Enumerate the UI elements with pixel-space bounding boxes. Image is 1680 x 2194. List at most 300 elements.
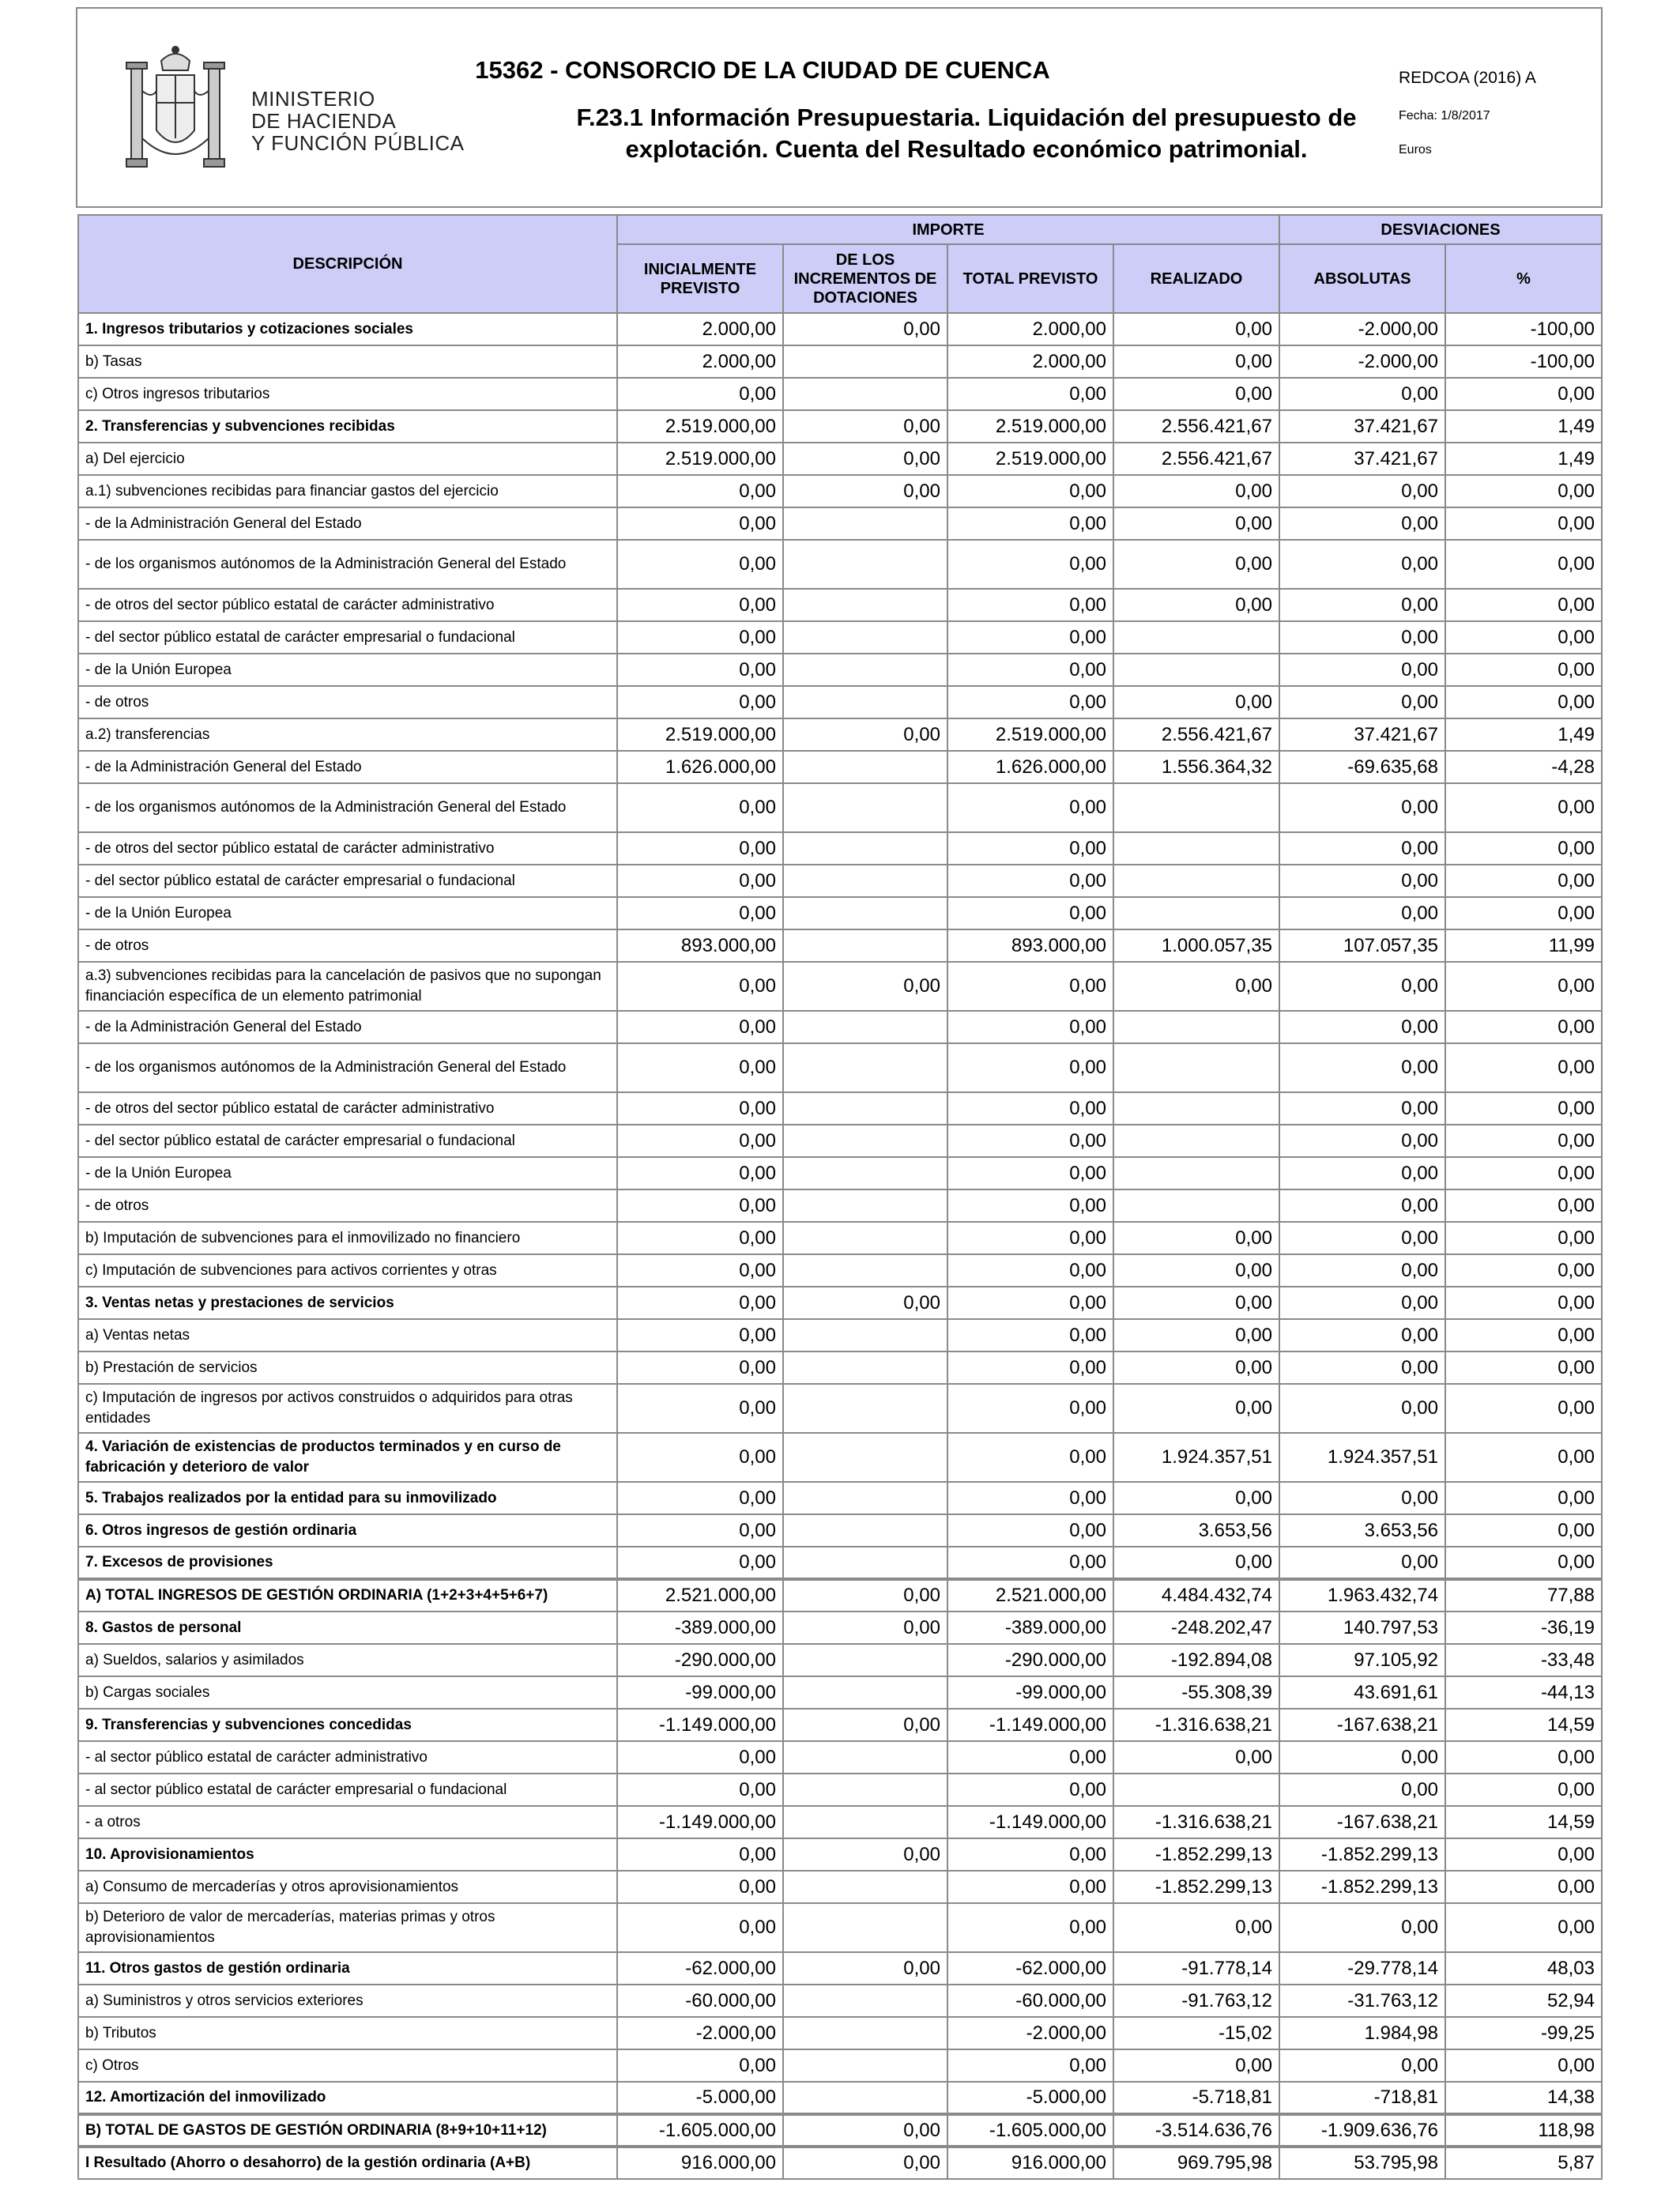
cell-absolutas: 53.795,98 bbox=[1279, 2147, 1445, 2179]
cell-realizado bbox=[1113, 621, 1279, 654]
cell-realizado bbox=[1113, 1774, 1279, 1806]
table-row bbox=[78, 1433, 1602, 1482]
table-row bbox=[78, 1514, 1602, 1547]
table-row bbox=[78, 1774, 1602, 1806]
cell-inicial: 0,00 bbox=[617, 1287, 783, 1319]
cell-pct: 5,87 bbox=[1445, 2147, 1602, 2179]
cell-realizado: 1.000.057,35 bbox=[1113, 929, 1279, 962]
cell-inicial: -99.000,00 bbox=[617, 1676, 783, 1709]
cell-absolutas: -1.852.299,13 bbox=[1279, 1838, 1445, 1871]
cell-description: - de la Unión Europea bbox=[78, 654, 617, 686]
cell-incrementos bbox=[783, 1514, 947, 1547]
cell-realizado: -91.763,12 bbox=[1113, 1985, 1279, 2017]
cell-pct: 0,00 bbox=[1445, 621, 1602, 654]
cell-realizado: 0,00 bbox=[1113, 1319, 1279, 1351]
cell-realizado: 0,00 bbox=[1113, 1384, 1279, 1433]
cell-inicial: -1.149.000,00 bbox=[617, 1806, 783, 1838]
cell-description: a) Suministros y otros servicios exteriores bbox=[78, 1985, 617, 2017]
cell-incrementos bbox=[783, 621, 947, 654]
cell-pct: 0,00 bbox=[1445, 783, 1602, 832]
cell-absolutas: -1.852.299,13 bbox=[1279, 1871, 1445, 1903]
cell-description: - de la Administración General del Estado bbox=[78, 751, 617, 783]
table-row bbox=[78, 1092, 1602, 1125]
cell-incrementos: 0,00 bbox=[783, 718, 947, 751]
cell-pct: 14,38 bbox=[1445, 2082, 1602, 2114]
cell-realizado: 0,00 bbox=[1113, 540, 1279, 589]
cell-inicial: 0,00 bbox=[617, 1482, 783, 1514]
cell-description: a) Sueldos, salarios y asimilados bbox=[78, 1644, 617, 1676]
cell-incrementos bbox=[783, 1189, 947, 1222]
table-row bbox=[78, 718, 1602, 751]
cell-inicial: -1.605.000,00 bbox=[617, 2114, 783, 2147]
cell-total: 0,00 bbox=[947, 783, 1113, 832]
cell-realizado: 0,00 bbox=[1113, 507, 1279, 540]
cell-realizado: 0,00 bbox=[1113, 1351, 1279, 1384]
cell-pct: 1,49 bbox=[1445, 443, 1602, 475]
report-code: REDCOA (2016) A bbox=[1399, 69, 1536, 87]
cell-absolutas: 0,00 bbox=[1279, 378, 1445, 410]
cell-inicial: 0,00 bbox=[617, 654, 783, 686]
cell-incrementos bbox=[783, 1806, 947, 1838]
cell-incrementos bbox=[783, 929, 947, 962]
table-row bbox=[78, 378, 1602, 410]
cell-total: -99.000,00 bbox=[947, 1676, 1113, 1709]
table-row bbox=[78, 2017, 1602, 2049]
cell-absolutas: 107.057,35 bbox=[1279, 929, 1445, 962]
cell-total: 0,00 bbox=[947, 832, 1113, 865]
cell-description: - de la Unión Europea bbox=[78, 897, 617, 929]
cell-absolutas: 37.421,67 bbox=[1279, 443, 1445, 475]
cell-incrementos bbox=[783, 1985, 947, 2017]
cell-pct: -99,25 bbox=[1445, 2017, 1602, 2049]
cell-pct: 0,00 bbox=[1445, 1351, 1602, 1384]
cell-inicial: 0,00 bbox=[617, 378, 783, 410]
cell-incrementos bbox=[783, 1871, 947, 1903]
cell-realizado: 0,00 bbox=[1113, 1547, 1279, 1579]
table-row bbox=[78, 1222, 1602, 1254]
cell-description: - de los organismos autónomos de la Administración General del Estado bbox=[78, 1043, 617, 1092]
cell-pct: 0,00 bbox=[1445, 865, 1602, 897]
table-row bbox=[78, 1985, 1602, 2017]
cell-description: 7. Excesos de provisiones bbox=[78, 1547, 617, 1579]
report-date: Fecha: 1/8/2017 bbox=[1399, 109, 1490, 123]
cell-total: 2.519.000,00 bbox=[947, 718, 1113, 751]
cell-absolutas: 0,00 bbox=[1279, 1384, 1445, 1433]
cell-description: 11. Otros gastos de gestión ordinaria bbox=[78, 1952, 617, 1985]
table-row bbox=[78, 1709, 1602, 1741]
cell-description: 12. Amortización del inmovilizado bbox=[78, 2082, 617, 2114]
cell-inicial: -62.000,00 bbox=[617, 1952, 783, 1985]
cell-absolutas: 0,00 bbox=[1279, 832, 1445, 865]
cell-absolutas: 0,00 bbox=[1279, 1222, 1445, 1254]
cell-absolutas: -2.000,00 bbox=[1279, 345, 1445, 378]
cell-pct: 0,00 bbox=[1445, 1254, 1602, 1287]
cell-realizado: -192.894,08 bbox=[1113, 1644, 1279, 1676]
cell-absolutas: -29.778,14 bbox=[1279, 1952, 1445, 1985]
cell-inicial: 0,00 bbox=[617, 1092, 783, 1125]
cell-incrementos bbox=[783, 1092, 947, 1125]
cell-absolutas: 0,00 bbox=[1279, 1547, 1445, 1579]
cell-pct: 0,00 bbox=[1445, 1319, 1602, 1351]
cell-incrementos bbox=[783, 1254, 947, 1287]
cell-total: 0,00 bbox=[947, 1189, 1113, 1222]
cell-pct: 118,98 bbox=[1445, 2114, 1602, 2147]
cell-absolutas: 0,00 bbox=[1279, 1482, 1445, 1514]
cell-inicial: 1.626.000,00 bbox=[617, 751, 783, 783]
table-row bbox=[78, 1043, 1602, 1092]
cell-realizado: 2.556.421,67 bbox=[1113, 718, 1279, 751]
cell-total: 0,00 bbox=[947, 621, 1113, 654]
cell-description: c) Otros ingresos tributarios bbox=[78, 378, 617, 410]
cell-realizado bbox=[1113, 1189, 1279, 1222]
cell-realizado: 0,00 bbox=[1113, 589, 1279, 621]
cell-total: 0,00 bbox=[947, 1871, 1113, 1903]
table-row bbox=[78, 751, 1602, 783]
cell-realizado: -5.718,81 bbox=[1113, 2082, 1279, 2114]
cell-description: 5. Trabajos realizados por la entidad para su inmovilizado bbox=[78, 1482, 617, 1514]
cell-description: b) Deterioro de valor de mercaderías, materias primas y otros aprovisionamientos bbox=[78, 1903, 617, 1952]
cell-inicial: 916.000,00 bbox=[617, 2147, 783, 2179]
cell-incrementos bbox=[783, 686, 947, 718]
ministry-line: MINISTERIO bbox=[251, 87, 375, 111]
cell-total: 0,00 bbox=[947, 1351, 1113, 1384]
table-row bbox=[78, 2082, 1602, 2114]
table-row bbox=[78, 2049, 1602, 2082]
table-row bbox=[78, 410, 1602, 443]
table-row bbox=[78, 962, 1602, 1011]
cell-incrementos bbox=[783, 1384, 947, 1433]
cell-description: b) Cargas sociales bbox=[78, 1676, 617, 1709]
cell-realizado: 0,00 bbox=[1113, 1482, 1279, 1514]
cell-incrementos bbox=[783, 2049, 947, 2082]
cell-pct: 0,00 bbox=[1445, 2049, 1602, 2082]
cell-absolutas: 0,00 bbox=[1279, 1254, 1445, 1287]
table-row bbox=[78, 345, 1602, 378]
cell-pct: 0,00 bbox=[1445, 686, 1602, 718]
cell-total: 0,00 bbox=[947, 507, 1113, 540]
cell-pct: 0,00 bbox=[1445, 589, 1602, 621]
cell-total: 0,00 bbox=[947, 1433, 1113, 1482]
cell-incrementos bbox=[783, 1351, 947, 1384]
cell-realizado: 1.556.364,32 bbox=[1113, 751, 1279, 783]
cell-absolutas: 0,00 bbox=[1279, 686, 1445, 718]
cell-absolutas: 140.797,53 bbox=[1279, 1612, 1445, 1644]
report-subtitle: F.23.1 Información Presupuestaria. Liquidación del presupuesto de explotación. Cuenta del Resultado económico patrimonial. bbox=[576, 104, 1357, 163]
table-row bbox=[78, 1287, 1602, 1319]
table-row bbox=[78, 1157, 1602, 1189]
cell-description: - de la Administración General del Estado bbox=[78, 507, 617, 540]
cell-realizado: -91.778,14 bbox=[1113, 1952, 1279, 1985]
cell-total: 0,00 bbox=[947, 1092, 1113, 1125]
cell-inicial: 0,00 bbox=[617, 1043, 783, 1092]
cell-total: 0,00 bbox=[947, 1514, 1113, 1547]
cell-incrementos: 0,00 bbox=[783, 410, 947, 443]
table-row bbox=[78, 686, 1602, 718]
cell-absolutas: 0,00 bbox=[1279, 783, 1445, 832]
cell-description: - del sector público estatal de carácter empresarial o fundacional bbox=[78, 621, 617, 654]
cell-description: c) Otros bbox=[78, 2049, 617, 2082]
cell-realizado: 0,00 bbox=[1113, 1741, 1279, 1774]
col-header-absolutas: ABSOLUTAS bbox=[1279, 244, 1445, 313]
cell-description: - de la Administración General del Estado bbox=[78, 1011, 617, 1043]
cell-incrementos bbox=[783, 751, 947, 783]
cell-description: a.2) transferencias bbox=[78, 718, 617, 751]
cell-realizado: 0,00 bbox=[1113, 2049, 1279, 2082]
cell-pct: 0,00 bbox=[1445, 897, 1602, 929]
cell-realizado: 3.653,56 bbox=[1113, 1514, 1279, 1547]
cell-description: 1. Ingresos tributarios y cotizaciones sociales bbox=[78, 313, 617, 345]
cell-incrementos bbox=[783, 540, 947, 589]
cell-incrementos: 0,00 bbox=[783, 962, 947, 1011]
cell-total: -1.605.000,00 bbox=[947, 2114, 1113, 2147]
cell-total: 0,00 bbox=[947, 1011, 1113, 1043]
cell-description: - del sector público estatal de carácter empresarial o fundacional bbox=[78, 865, 617, 897]
cell-total: -290.000,00 bbox=[947, 1644, 1113, 1676]
cell-incrementos: 0,00 bbox=[783, 1952, 947, 1985]
cell-pct: 0,00 bbox=[1445, 1871, 1602, 1903]
cell-pct: -33,48 bbox=[1445, 1644, 1602, 1676]
cell-pct: 14,59 bbox=[1445, 1709, 1602, 1741]
cell-total: 0,00 bbox=[947, 897, 1113, 929]
cell-realizado bbox=[1113, 1157, 1279, 1189]
cell-total: 0,00 bbox=[947, 1157, 1113, 1189]
cell-pct: 0,00 bbox=[1445, 1157, 1602, 1189]
cell-realizado: 0,00 bbox=[1113, 313, 1279, 345]
cell-absolutas: 0,00 bbox=[1279, 897, 1445, 929]
cell-pct: 0,00 bbox=[1445, 1774, 1602, 1806]
cell-pct: 0,00 bbox=[1445, 1514, 1602, 1547]
cell-inicial: 2.519.000,00 bbox=[617, 410, 783, 443]
cell-absolutas: 0,00 bbox=[1279, 2049, 1445, 2082]
cell-total: 0,00 bbox=[947, 1482, 1113, 1514]
table-row bbox=[78, 443, 1602, 475]
cell-incrementos bbox=[783, 589, 947, 621]
cell-absolutas: 0,00 bbox=[1279, 654, 1445, 686]
cell-total: 0,00 bbox=[947, 1254, 1113, 1287]
table-row bbox=[78, 507, 1602, 540]
cell-description: 10. Aprovisionamientos bbox=[78, 1838, 617, 1871]
table-row bbox=[78, 1482, 1602, 1514]
cell-pct: 0,00 bbox=[1445, 1092, 1602, 1125]
table-row bbox=[78, 865, 1602, 897]
cell-inicial: 893.000,00 bbox=[617, 929, 783, 962]
cell-realizado: 1.924.357,51 bbox=[1113, 1433, 1279, 1482]
cell-incrementos bbox=[783, 783, 947, 832]
cell-total: 0,00 bbox=[947, 589, 1113, 621]
ministry-line: DE HACIENDA bbox=[251, 109, 397, 133]
cell-description: - a otros bbox=[78, 1806, 617, 1838]
cell-absolutas: 1.984,98 bbox=[1279, 2017, 1445, 2049]
cell-pct: 0,00 bbox=[1445, 507, 1602, 540]
cell-total: 0,00 bbox=[947, 654, 1113, 686]
cell-total: 2.000,00 bbox=[947, 313, 1113, 345]
table-row bbox=[78, 1644, 1602, 1676]
cell-inicial: 0,00 bbox=[617, 475, 783, 507]
cell-absolutas: -1.909.636,76 bbox=[1279, 2114, 1445, 2147]
cell-incrementos: 0,00 bbox=[783, 1579, 947, 1612]
cell-absolutas: 0,00 bbox=[1279, 507, 1445, 540]
cell-inicial: -389.000,00 bbox=[617, 1612, 783, 1644]
cell-absolutas: 0,00 bbox=[1279, 1351, 1445, 1384]
cell-pct: 0,00 bbox=[1445, 1384, 1602, 1433]
cell-absolutas: 0,00 bbox=[1279, 1125, 1445, 1157]
cell-total: -2.000,00 bbox=[947, 2017, 1113, 2049]
cell-realizado: 4.484.432,74 bbox=[1113, 1579, 1279, 1612]
cell-incrementos bbox=[783, 2017, 947, 2049]
cell-realizado: 969.795,98 bbox=[1113, 2147, 1279, 2179]
cell-description: b) Tasas bbox=[78, 345, 617, 378]
cell-absolutas: 0,00 bbox=[1279, 1903, 1445, 1952]
cell-absolutas: 37.421,67 bbox=[1279, 718, 1445, 751]
cell-incrementos bbox=[783, 345, 947, 378]
cell-inicial: 0,00 bbox=[617, 621, 783, 654]
cell-inicial: 0,00 bbox=[617, 1011, 783, 1043]
cell-total: 0,00 bbox=[947, 1384, 1113, 1433]
cell-absolutas: 0,00 bbox=[1279, 1157, 1445, 1189]
cell-realizado bbox=[1113, 1125, 1279, 1157]
cell-pct: 0,00 bbox=[1445, 378, 1602, 410]
cell-incrementos bbox=[783, 654, 947, 686]
cell-inicial: 0,00 bbox=[617, 507, 783, 540]
cell-absolutas: -167.638,21 bbox=[1279, 1709, 1445, 1741]
cell-absolutas: 3.653,56 bbox=[1279, 1514, 1445, 1547]
cell-incrementos bbox=[783, 1482, 947, 1514]
cell-description: 2. Transferencias y subvenciones recibidas bbox=[78, 410, 617, 443]
cell-absolutas: 0,00 bbox=[1279, 1189, 1445, 1222]
table-row bbox=[78, 1741, 1602, 1774]
cell-inicial: 0,00 bbox=[617, 589, 783, 621]
cell-inicial: 0,00 bbox=[617, 1774, 783, 1806]
cell-inicial: 0,00 bbox=[617, 1125, 783, 1157]
cell-pct: -44,13 bbox=[1445, 1676, 1602, 1709]
cell-inicial: 0,00 bbox=[617, 686, 783, 718]
cell-realizado: -3.514.636,76 bbox=[1113, 2114, 1279, 2147]
cell-incrementos bbox=[783, 897, 947, 929]
cell-realizado bbox=[1113, 865, 1279, 897]
cell-inicial: -2.000,00 bbox=[617, 2017, 783, 2049]
cell-description: B) TOTAL DE GASTOS DE GESTIÓN ORDINARIA (8+9+10+11+12) bbox=[78, 2114, 617, 2147]
cell-inicial: 0,00 bbox=[617, 783, 783, 832]
cell-incrementos bbox=[783, 1125, 947, 1157]
cell-incrementos bbox=[783, 1011, 947, 1043]
cell-description: c) Imputación de ingresos por activos construidos o adquiridos para otras entidades bbox=[78, 1384, 617, 1433]
cell-absolutas: 0,00 bbox=[1279, 865, 1445, 897]
table-row bbox=[78, 1838, 1602, 1871]
cell-description: - de otros del sector público estatal de carácter administrativo bbox=[78, 589, 617, 621]
cell-incrementos: 0,00 bbox=[783, 313, 947, 345]
cell-total: 0,00 bbox=[947, 1222, 1113, 1254]
col-header-total: TOTAL PREVISTO bbox=[947, 244, 1113, 313]
cell-absolutas: 0,00 bbox=[1279, 1287, 1445, 1319]
cell-realizado bbox=[1113, 783, 1279, 832]
cell-inicial: 0,00 bbox=[617, 1384, 783, 1433]
cell-inicial: 0,00 bbox=[617, 1547, 783, 1579]
col-header-description: DESCRIPCIÓN bbox=[78, 215, 617, 313]
cell-total: 0,00 bbox=[947, 1838, 1113, 1871]
cell-total: 0,00 bbox=[947, 1547, 1113, 1579]
cell-realizado: -1.852.299,13 bbox=[1113, 1871, 1279, 1903]
table-row bbox=[78, 1189, 1602, 1222]
cell-absolutas: -167.638,21 bbox=[1279, 1806, 1445, 1838]
cell-absolutas: 0,00 bbox=[1279, 621, 1445, 654]
cell-total: 0,00 bbox=[947, 1043, 1113, 1092]
cell-realizado: 0,00 bbox=[1113, 1287, 1279, 1319]
cell-inicial: 0,00 bbox=[617, 540, 783, 589]
col-header-incrementos: DE LOS INCREMENTOS DE DOTACIONES bbox=[783, 244, 947, 313]
cell-pct: 1,49 bbox=[1445, 410, 1602, 443]
cell-realizado: 2.556.421,67 bbox=[1113, 410, 1279, 443]
cell-realizado bbox=[1113, 1092, 1279, 1125]
cell-incrementos bbox=[783, 832, 947, 865]
cell-description: a.1) subvenciones recibidas para financiar gastos del ejercicio bbox=[78, 475, 617, 507]
cell-inicial: -60.000,00 bbox=[617, 1985, 783, 2017]
cell-realizado: 0,00 bbox=[1113, 378, 1279, 410]
cell-realizado: 0,00 bbox=[1113, 475, 1279, 507]
cell-total: 2.521.000,00 bbox=[947, 1579, 1113, 1612]
budget-table-body bbox=[78, 313, 1602, 2179]
cell-realizado bbox=[1113, 1043, 1279, 1092]
cell-absolutas: -2.000,00 bbox=[1279, 313, 1445, 345]
cell-incrementos bbox=[783, 1903, 947, 1952]
cell-total: 0,00 bbox=[947, 1125, 1113, 1157]
cell-pct: -36,19 bbox=[1445, 1612, 1602, 1644]
cell-description: - de los organismos autónomos de la Administración General del Estado bbox=[78, 540, 617, 589]
cell-total: -1.149.000,00 bbox=[947, 1709, 1113, 1741]
cell-pct: 0,00 bbox=[1445, 832, 1602, 865]
cell-total: 0,00 bbox=[947, 686, 1113, 718]
cell-realizado: 0,00 bbox=[1113, 1222, 1279, 1254]
table-row bbox=[78, 1612, 1602, 1644]
cell-pct: 0,00 bbox=[1445, 962, 1602, 1011]
cell-pct: 0,00 bbox=[1445, 540, 1602, 589]
cell-description: - de otros bbox=[78, 686, 617, 718]
cell-total: 0,00 bbox=[947, 865, 1113, 897]
cell-description: - al sector público estatal de carácter empresarial o fundacional bbox=[78, 1774, 617, 1806]
table-row bbox=[78, 1676, 1602, 1709]
table-row bbox=[78, 1903, 1602, 1952]
cell-inicial: 0,00 bbox=[617, 1254, 783, 1287]
table-row bbox=[78, 2147, 1602, 2179]
cell-description: - de los organismos autónomos de la Administración General del Estado bbox=[78, 783, 617, 832]
cell-pct: 11,99 bbox=[1445, 929, 1602, 962]
cell-inicial: 0,00 bbox=[617, 865, 783, 897]
cell-total: 2.519.000,00 bbox=[947, 410, 1113, 443]
col-header-realizado: REALIZADO bbox=[1113, 244, 1279, 313]
cell-realizado: -1.852.299,13 bbox=[1113, 1838, 1279, 1871]
cell-inicial: 2.521.000,00 bbox=[617, 1579, 783, 1612]
cell-realizado: -1.316.638,21 bbox=[1113, 1709, 1279, 1741]
cell-absolutas: -69.635,68 bbox=[1279, 751, 1445, 783]
cell-inicial: -1.149.000,00 bbox=[617, 1709, 783, 1741]
cell-description: - de otros del sector público estatal de carácter administrativo bbox=[78, 1092, 617, 1125]
cell-incrementos bbox=[783, 1222, 947, 1254]
cell-total: 2.519.000,00 bbox=[947, 443, 1113, 475]
cell-description: - de otros bbox=[78, 929, 617, 962]
cell-absolutas: 1.924.357,51 bbox=[1279, 1433, 1445, 1482]
cell-total: 893.000,00 bbox=[947, 929, 1113, 962]
cell-total: -389.000,00 bbox=[947, 1612, 1113, 1644]
cell-pct: 0,00 bbox=[1445, 1043, 1602, 1092]
cell-inicial: 0,00 bbox=[617, 1871, 783, 1903]
cell-description: b) Prestación de servicios bbox=[78, 1351, 617, 1384]
cell-total: 0,00 bbox=[947, 962, 1113, 1011]
table-row bbox=[78, 1254, 1602, 1287]
report-title: 15362 - CONSORCIO DE LA CIUDAD DE CUENCA bbox=[475, 56, 1050, 84]
cell-incrementos bbox=[783, 1433, 947, 1482]
cell-description: - de otros bbox=[78, 1189, 617, 1222]
cell-description: A) TOTAL INGRESOS DE GESTIÓN ORDINARIA (1+2+3+4+5+6+7) bbox=[78, 1579, 617, 1612]
budget-table bbox=[77, 214, 1603, 2180]
